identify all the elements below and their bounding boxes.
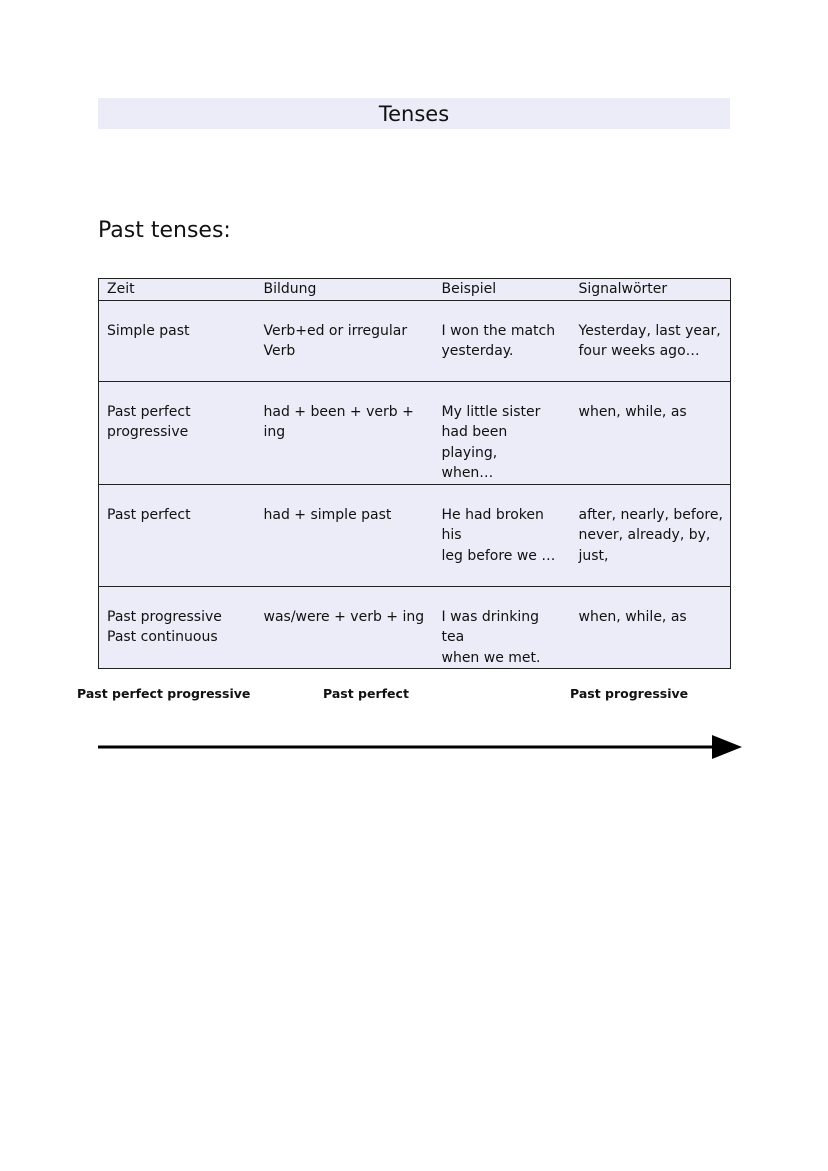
table-row <box>99 300 731 381</box>
table-cell-signalwoerter: when, while, as <box>578 608 687 625</box>
column-header-signalwoerter: Signalwörter <box>578 281 668 297</box>
table-cell-zeit: Past progressive Past continuous <box>107 608 222 645</box>
column-header-zeit: Zeit <box>107 281 135 297</box>
table-cell-beispiel: My little sister had been playing, when… <box>441 403 541 481</box>
table-cell-bildung: was/were + verb + ing <box>263 608 425 625</box>
table-cell-bildung: had + simple past <box>263 506 392 523</box>
table-row <box>99 484 731 586</box>
table-cell-zeit: Simple past <box>107 322 190 339</box>
table-header-row <box>99 279 731 301</box>
table-cell-zeit: Past perfect <box>107 506 191 523</box>
table-row <box>99 381 731 484</box>
timeline-label-past-perfect-progressive: Past perfect progressive <box>77 686 251 701</box>
table-cell-beispiel: I was drinking tea when we met. <box>441 608 541 666</box>
table-cell-bildung: had + been + verb + ing <box>263 403 414 440</box>
table-cell-signalwoerter: Yesterday, last year, four weeks ago… <box>578 322 721 359</box>
section-heading-past-tenses: Past tenses: <box>98 218 231 243</box>
timeline-label-past-progressive: Past progressive <box>570 686 689 701</box>
timeline-label-past-perfect: Past perfect <box>323 686 409 701</box>
table-row <box>99 586 731 669</box>
table-cell-beispiel: I won the match yesterday. <box>441 322 556 359</box>
table-cell-beispiel: He had broken his leg before we … <box>441 506 556 564</box>
tenses-table <box>98 278 731 669</box>
timeline-arrow <box>98 734 744 760</box>
table-cell-zeit: Past perfect progressive <box>107 403 191 440</box>
document-title: Tenses <box>378 101 450 126</box>
document-title-banner <box>98 98 730 129</box>
table-cell-bildung: Verb+ed or irregular Verb <box>263 322 408 359</box>
column-header-beispiel: Beispiel <box>441 281 497 297</box>
table-cell-signalwoerter: after, nearly, before, never, already, by, just, <box>578 506 723 564</box>
timeline-arrow-head-icon <box>712 735 742 759</box>
table-cell-signalwoerter: when, while, as <box>578 403 687 420</box>
column-header-bildung: Bildung <box>263 281 317 297</box>
